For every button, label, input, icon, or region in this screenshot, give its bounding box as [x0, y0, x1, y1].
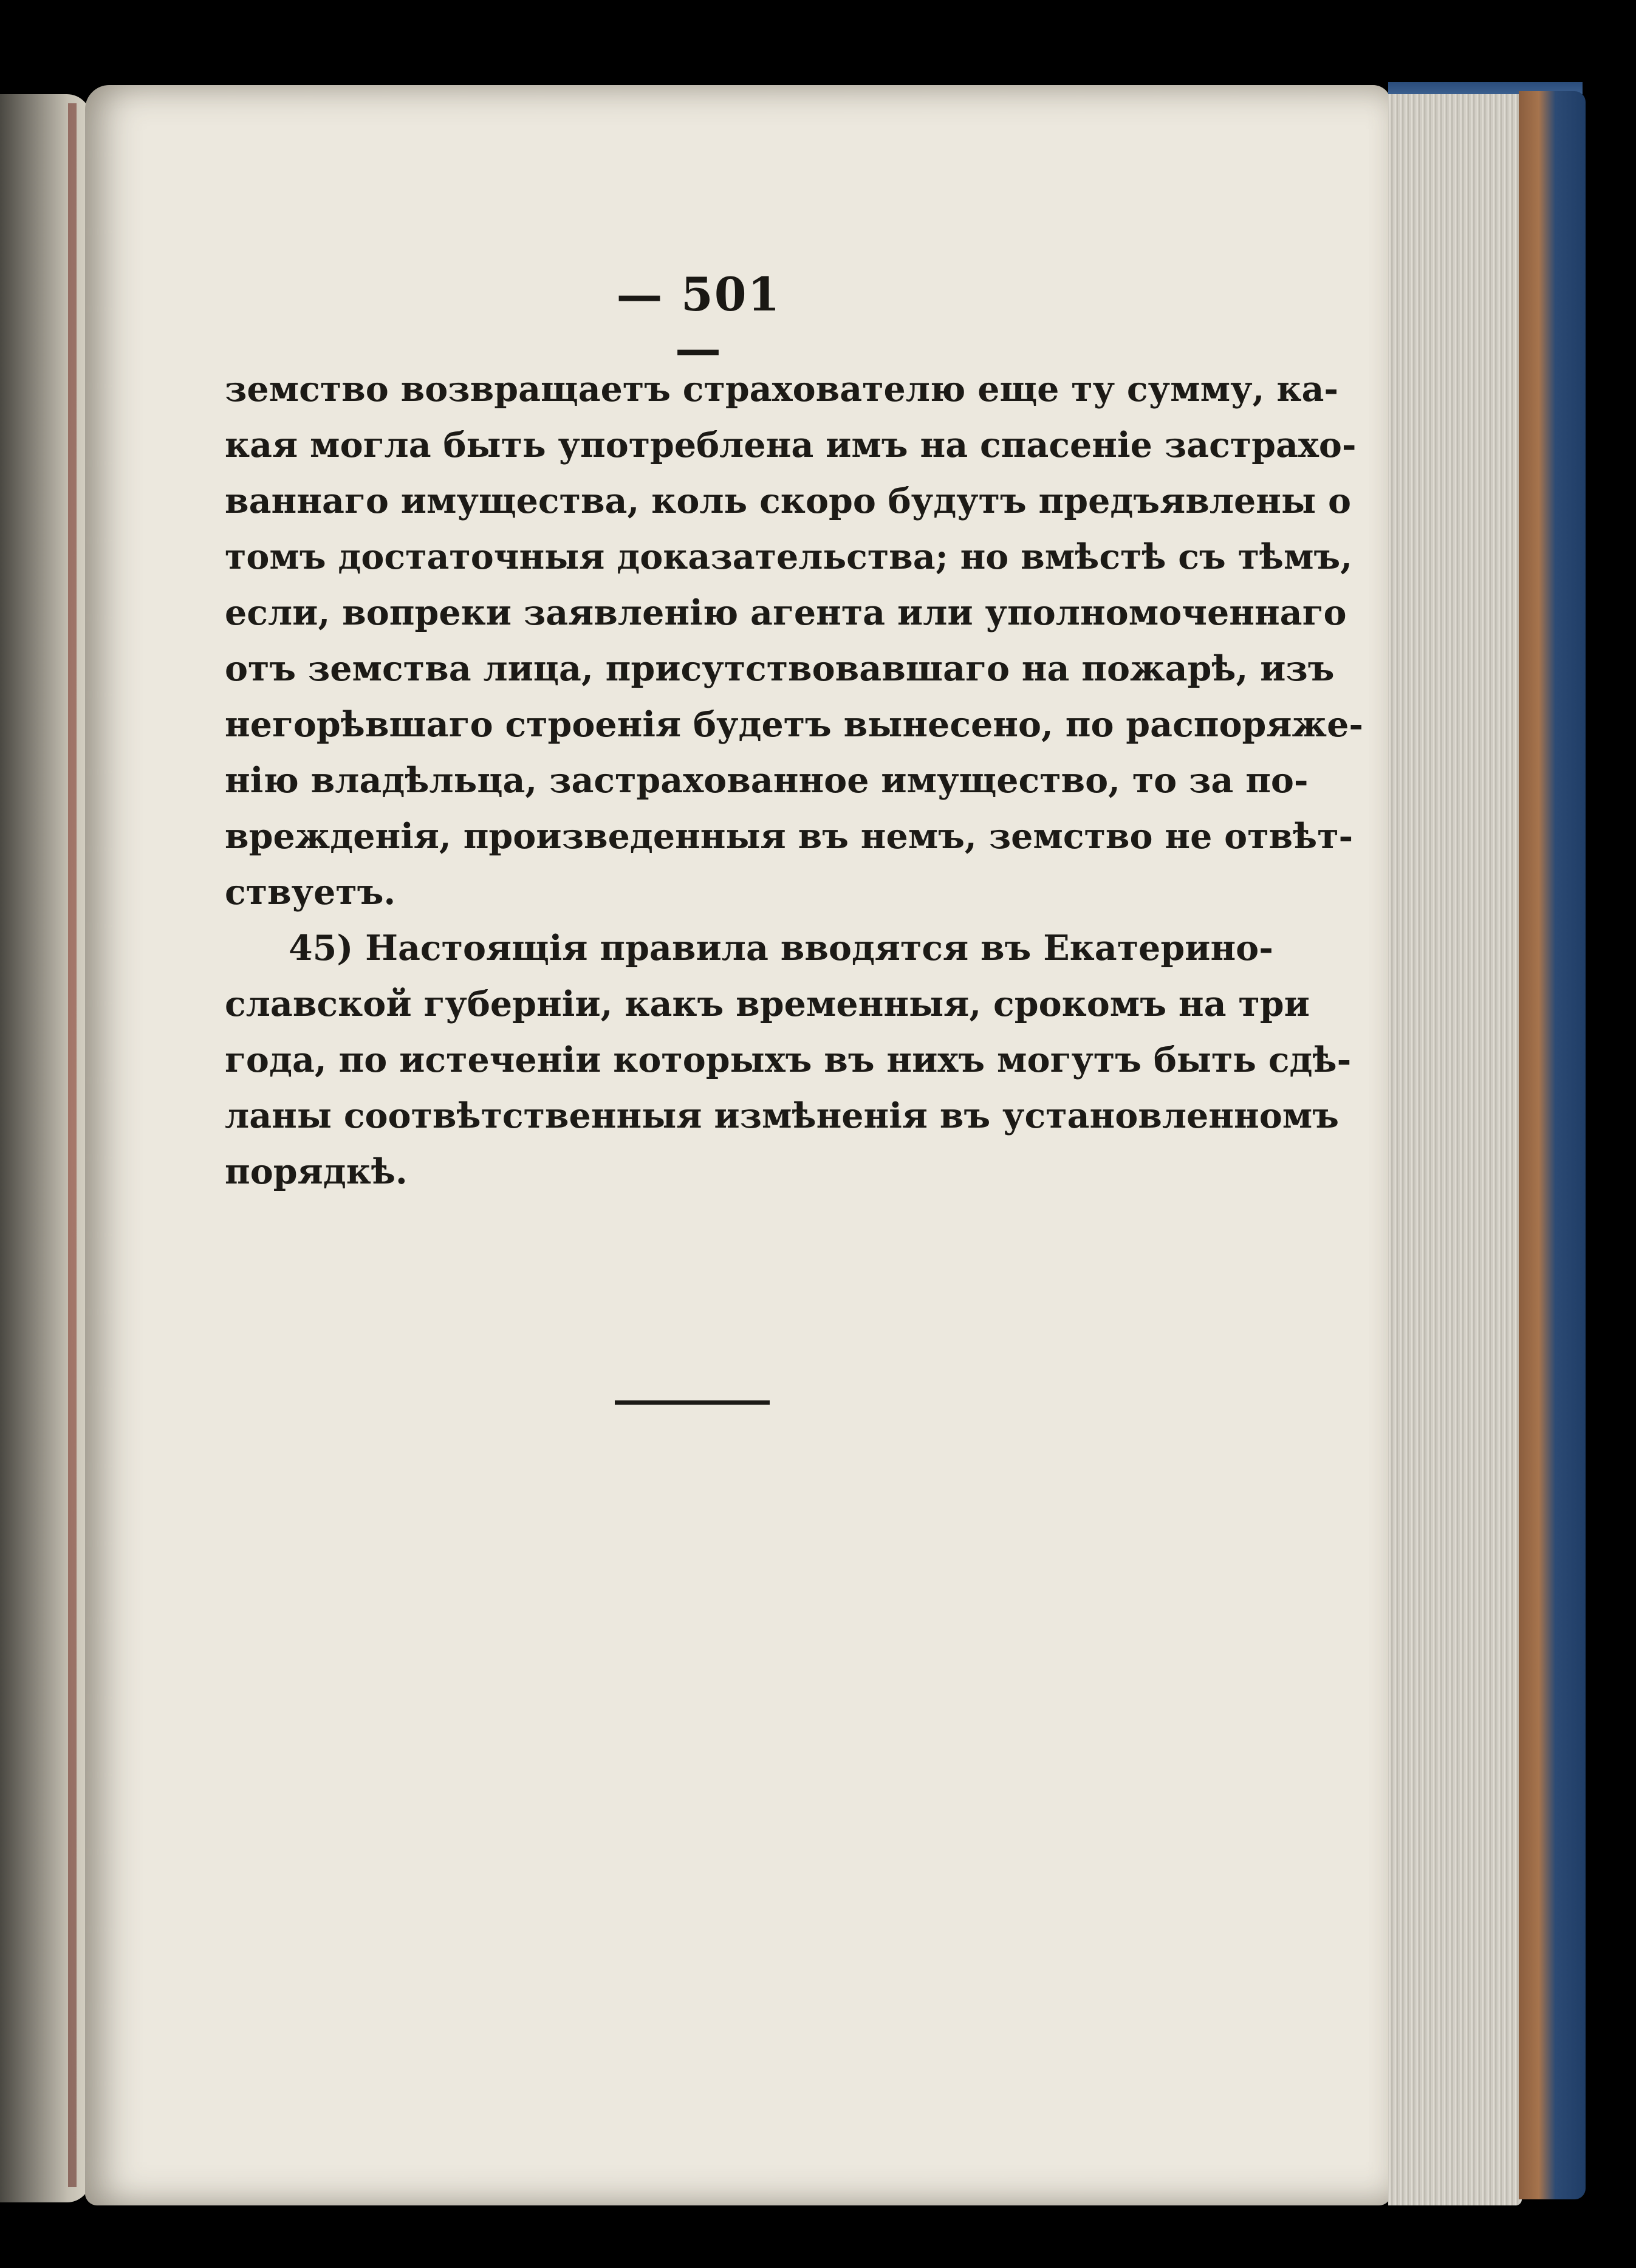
text-line: славской губерніи, какъ временныя, срокомъ на три [225, 984, 1310, 1024]
text-line: негорѣвшаго строенія будетъ вынесено, по распоряже- [225, 704, 1363, 745]
left-page-edge [0, 94, 91, 2202]
page-stack-edges [1388, 85, 1522, 2205]
text-line: года, по истеченіи которыхъ въ нихъ могутъ быть сдѣ- [225, 1040, 1352, 1080]
book-cover-edge [1519, 91, 1586, 2199]
page-number: — 501 — [616, 267, 781, 375]
text-line: если, вопреки заявленію агента или уполномоченнаго [225, 592, 1347, 633]
text-line: земство возвращаетъ страхователю еще ту сумму, ка- [225, 369, 1339, 409]
text-line: порядкѣ. [225, 1151, 408, 1192]
text-line: 45) Настоящія правила вводятся въ Екатерино- [289, 928, 1273, 968]
text-line: отъ земства лица, присутствовавшаго на пожарѣ, изъ [225, 648, 1335, 689]
text-line: врежденія, произведенныя въ немъ, земство не отвѣт- [225, 816, 1354, 857]
text-line: ланы соотвѣтственныя измѣненія въ установленномъ [225, 1095, 1339, 1136]
text-line: ваннаго имущества, коль скоро будутъ предъявлены о [225, 481, 1352, 521]
left-page-red-edge [68, 103, 77, 2187]
text-line: ствуетъ. [225, 872, 396, 913]
text-line: кая могла быть употреблена имъ на спасеніе застрахо- [225, 425, 1357, 465]
text-line: томъ достаточныя доказательства; но вмѣстѣ съ тѣмъ, [225, 536, 1353, 577]
end-rule [615, 1400, 770, 1405]
text-line: нію владѣльца, застрахованное имущество, то за по- [225, 760, 1309, 801]
body-text [225, 361, 1363, 1200]
